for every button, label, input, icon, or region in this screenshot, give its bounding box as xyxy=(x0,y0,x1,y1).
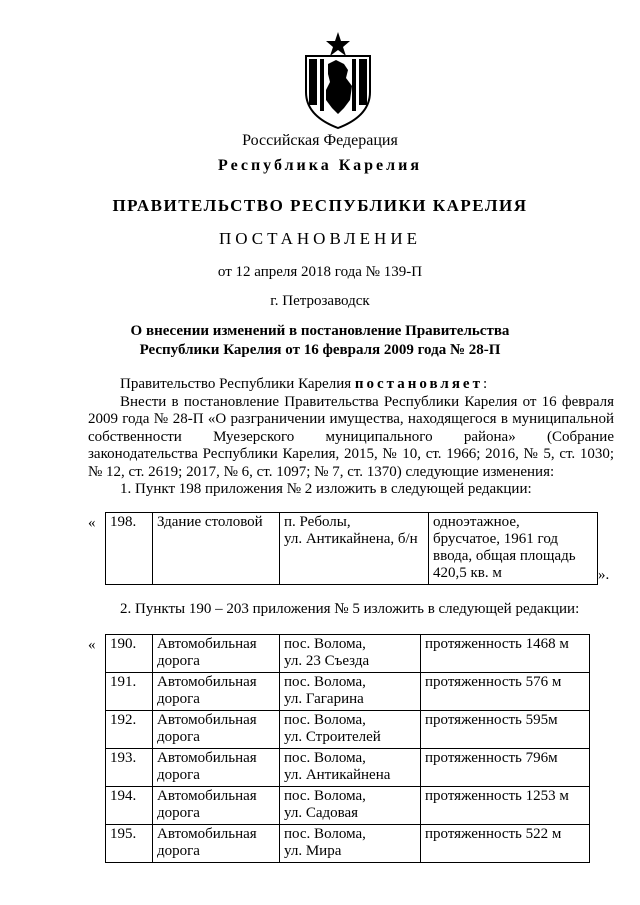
object-description: протяженность 1468 м xyxy=(421,635,590,673)
table-row xyxy=(106,635,590,673)
quote-close-1: ». xyxy=(598,567,610,583)
table-appendix-2 xyxy=(105,512,598,585)
name-line: Автомобильная xyxy=(157,788,257,804)
description-line: ввода, общая площадь xyxy=(433,548,576,564)
address-line: ул. Мира xyxy=(284,843,342,859)
address-line: ул. Садовая xyxy=(284,805,359,821)
description-line: брусчатое, 1961 год xyxy=(433,531,559,547)
intro-prefix: Правительство Республики Карелия xyxy=(120,376,355,392)
name-line: Автомобильная xyxy=(157,636,257,652)
address-line: ул. Гагарина xyxy=(284,691,364,707)
object-description: протяженность 576 м xyxy=(421,673,590,711)
object-address xyxy=(280,711,421,749)
object-name: Здание столовой xyxy=(153,513,280,585)
row-number: 194. xyxy=(106,787,153,825)
object-name xyxy=(153,711,280,749)
star-icon xyxy=(326,32,350,56)
quote-open-2: « xyxy=(88,637,96,653)
object-name xyxy=(153,635,280,673)
republic-name: Республика Карелия xyxy=(218,157,422,174)
address-line: пос. Волома, xyxy=(284,750,366,766)
decree-body xyxy=(88,376,614,499)
row-number: 195. xyxy=(106,825,153,863)
table-row xyxy=(106,673,590,711)
object-address xyxy=(280,825,421,863)
description-line: 420,5 кв. м xyxy=(433,565,502,581)
row-number: 190. xyxy=(106,635,153,673)
name-line: Автомобильная xyxy=(157,750,257,766)
decree-subject xyxy=(0,322,640,360)
table-row xyxy=(106,513,598,585)
object-description: протяженность 1253 м xyxy=(421,787,590,825)
name-line: дорога xyxy=(157,691,200,707)
item-1: 1. Пункт 198 приложения № 2 изложить в следующей редакции: xyxy=(120,481,532,497)
subject-line-1: О внесении изменений в постановление Правительства xyxy=(130,323,510,339)
country-name: Российская Федерация xyxy=(242,132,398,149)
document-type: ПОСТАНОВЛЕНИЕ xyxy=(218,229,421,248)
intro-suffix: : xyxy=(482,376,488,392)
name-line: дорога xyxy=(157,843,200,859)
main-paragraph: Внести в постановление Правительства Республики Карелия от 16 февраля 2009 года № 28-П «О разграничении имущества, находящегося в муниципальной собственности Муезерского муниципального района» (Собрание законодательства Республики Карелия, 2015, № 10, ст. 1966; 2016, № 5, ст. 1030; № 12, ст. 2619; 2017, № 6, ст. 1097; № 7, ст. 1370) следующие изменения: xyxy=(88,393,614,480)
quote-open-1: « xyxy=(88,515,96,531)
city-name: г. Петрозаводск xyxy=(270,293,370,309)
object-description: протяженность 522 м xyxy=(421,825,590,863)
table-row xyxy=(106,787,590,825)
object-address xyxy=(280,635,421,673)
address-line: пос. Волома, xyxy=(284,788,366,804)
intro-line xyxy=(88,376,614,394)
address-line: п. Реболы, xyxy=(284,514,351,530)
row-number: 191. xyxy=(106,673,153,711)
description-line: одноэтажное, xyxy=(433,514,520,530)
row-number: 198. xyxy=(106,513,153,585)
government-title: ПРАВИТЕЛЬСТВО РЕСПУБЛИКИ КАРЕЛИЯ xyxy=(112,196,528,215)
object-address xyxy=(280,787,421,825)
object-description: протяженность 796м xyxy=(421,749,590,787)
object-name xyxy=(153,749,280,787)
object-address xyxy=(280,749,421,787)
object-name xyxy=(153,787,280,825)
table-row xyxy=(106,825,590,863)
address-line: ул. 23 Съезда xyxy=(284,653,370,669)
address-line: пос. Волома, xyxy=(284,712,366,728)
table-row xyxy=(106,711,590,749)
name-line: Автомобильная xyxy=(157,826,257,842)
table-row xyxy=(106,749,590,787)
table-appendix-5 xyxy=(105,634,590,863)
subject-line-2: Республики Карелия от 16 февраля 2009 года № 28-П xyxy=(139,342,501,358)
name-line: Автомобильная xyxy=(157,674,257,690)
name-line: дорога xyxy=(157,767,200,783)
object-description: протяженность 595м xyxy=(421,711,590,749)
coat-of-arms-emblem xyxy=(298,30,378,130)
object-name xyxy=(153,825,280,863)
intro-verb: постановляет xyxy=(354,376,483,392)
address-line: ул. Антикайнена xyxy=(284,767,391,783)
address-line: пос. Волома, xyxy=(284,826,366,842)
object-name xyxy=(153,673,280,711)
object-address xyxy=(280,513,429,585)
name-line: дорога xyxy=(157,805,200,821)
address-line: пос. Волома, xyxy=(284,674,366,690)
object-address xyxy=(280,673,421,711)
name-line: Автомобильная xyxy=(157,712,257,728)
address-line: ул. Антикайнена, б/н xyxy=(284,531,418,547)
row-number: 193. xyxy=(106,749,153,787)
row-number: 192. xyxy=(106,711,153,749)
decree-date-number: от 12 апреля 2018 года № 139-П xyxy=(217,264,423,280)
name-line: дорога xyxy=(157,653,200,669)
name-line: дорога xyxy=(157,729,200,745)
address-line: пос. Волома, xyxy=(284,636,366,652)
object-description xyxy=(429,513,598,585)
address-line: ул. Строителей xyxy=(284,729,381,745)
item-2: 2. Пункты 190 – 203 приложения № 5 изложить в следующей редакции: xyxy=(120,601,580,617)
